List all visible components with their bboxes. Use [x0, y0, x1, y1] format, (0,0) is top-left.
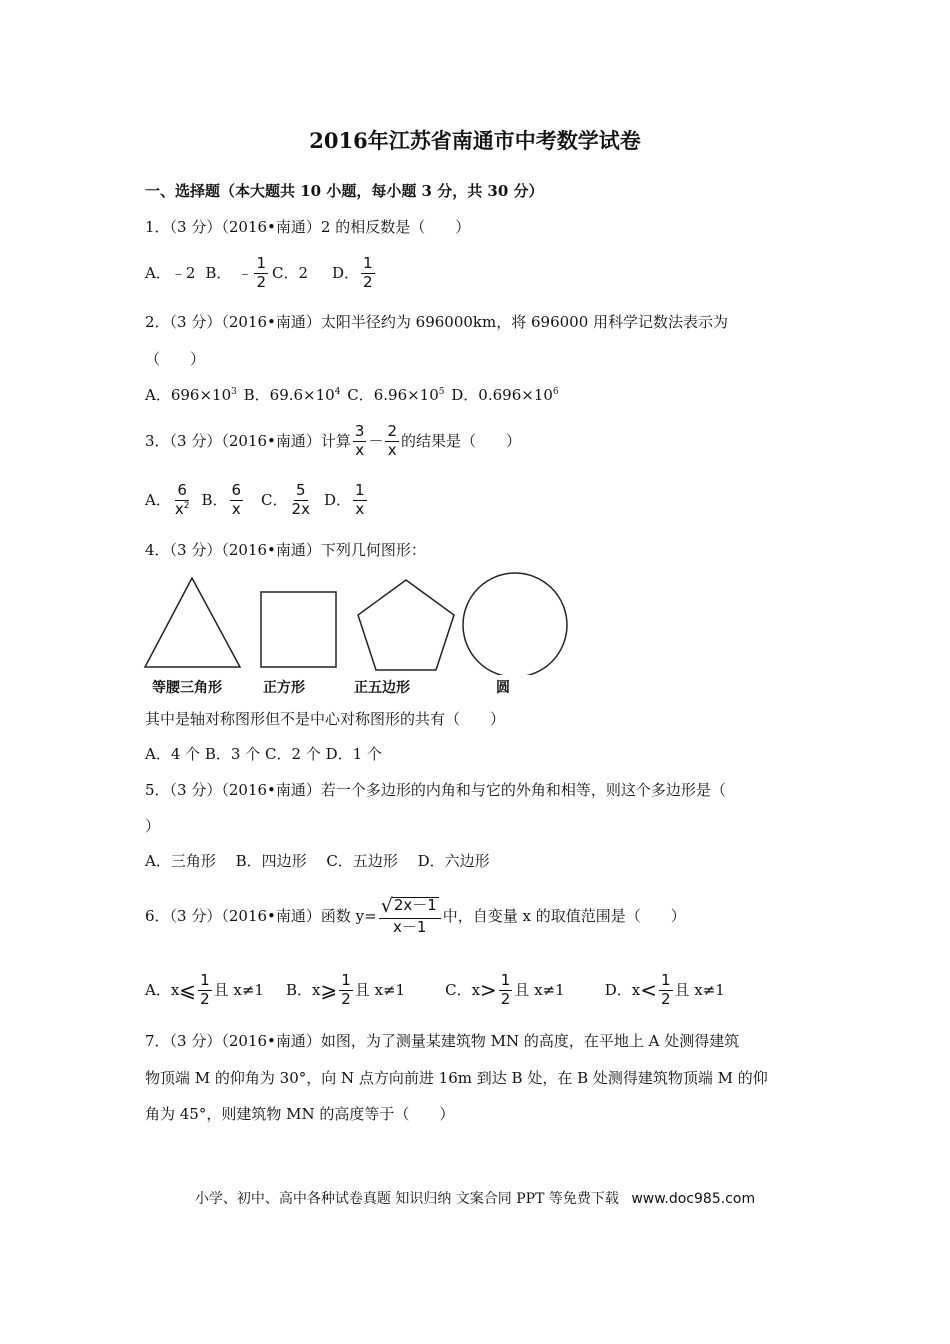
option-fraction: [499, 973, 513, 1008]
denominator: [173, 501, 192, 518]
q6-option-a: [145, 973, 264, 1008]
denominator: 2: [660, 989, 671, 1008]
numerator: 6: [177, 481, 187, 499]
shape-label-square: 正方形: [263, 680, 305, 696]
q1-options: [145, 256, 377, 291]
q6-stem-prefix: 6．（3 分）（2016•南通）函数 y=: [145, 906, 377, 925]
numerator: [379, 897, 441, 919]
q3-fraction-1: [353, 424, 367, 459]
q3-option-a-label: A．: [145, 490, 171, 509]
q3-option-c-label: C．: [261, 490, 288, 509]
sqrt-radicand: 2x－1: [393, 896, 437, 914]
sqrt-icon: √: [380, 895, 393, 917]
denominator: x: [355, 499, 365, 518]
q1-option-d-fraction: [361, 256, 375, 291]
q3-options: [145, 483, 369, 518]
denominator: x: [387, 440, 397, 459]
q6-option-d: [605, 973, 725, 1008]
q4-options: A．4 个 B．3 个 C．2 个 D．1 个: [145, 745, 382, 763]
q3-minus: －: [368, 431, 384, 450]
q5-options: A．三角形 B．四边形 C．五边形 D．六边形: [145, 852, 490, 870]
q1-option-d-label: D．: [332, 263, 360, 282]
q6-options: [145, 973, 725, 1008]
q2-option-d: D．0.696×10: [451, 386, 553, 404]
numerator: 1: [660, 971, 671, 989]
q1-option-c: C．2: [271, 263, 309, 282]
denominator: 2: [341, 989, 351, 1008]
q1-option-a: A．﹣2: [145, 263, 196, 282]
q3-option-a-fraction: [173, 483, 192, 518]
q2-option-d-exponent: 6: [552, 387, 559, 397]
denominator-exponent: 2: [183, 500, 190, 511]
sqrt-expression: [381, 897, 439, 917]
shape-label-triangle: 等腰三角形: [152, 680, 222, 696]
numerator: 2: [387, 422, 397, 440]
shape-label-pentagon: 正五边形: [354, 680, 410, 696]
circle-shape: [463, 573, 567, 675]
q2-options: [145, 388, 559, 403]
q3-option-d-fraction: [353, 483, 367, 518]
inequality-symbol: <: [640, 978, 657, 1003]
q1-option-b-fraction: [254, 256, 268, 291]
q3-option-d-label: D．: [323, 490, 351, 509]
option-label: B．x: [285, 980, 321, 999]
numerator: 1: [363, 254, 373, 272]
option-fraction: [659, 973, 673, 1008]
regular-pentagon-shape: [358, 580, 454, 670]
section-heading: 一、选择题（本大题共 10 小题，每小题 3 分，共 30 分）: [145, 182, 544, 200]
q2-paren: （ ）: [145, 350, 206, 368]
q4-question: 其中是轴对称图形但不是中心对称图形的共有（ ）: [145, 710, 506, 728]
numerator: 1: [500, 971, 511, 989]
q3-option-b-label: B．: [201, 490, 228, 509]
q6-option-b: [286, 973, 405, 1008]
q4-shapes-figure: [140, 570, 580, 675]
q2-option-c: C．6.96×10: [347, 386, 439, 404]
q1-option-b-sign: ﹣: [237, 263, 253, 282]
shape-label-circle: 圆: [496, 680, 510, 696]
q7-line-3: 角为 45°，则建筑物 MN 的高度等于（ ）: [145, 1105, 455, 1123]
page-footer: [0, 1192, 950, 1206]
numerator: 6: [231, 481, 242, 499]
option-label: D．x: [604, 980, 641, 999]
denominator-base: x: [174, 499, 184, 518]
option-tail: 且 x≠1: [354, 980, 406, 999]
q6-function-fraction: [379, 897, 441, 936]
q3-stem: [145, 424, 521, 459]
denominator: 2: [200, 989, 210, 1008]
q3-option-b-fraction: [230, 483, 244, 518]
denominator: 2x: [291, 499, 310, 518]
footer-website-link[interactable]: www.doc985.com: [631, 1191, 756, 1207]
denominator: x－1: [393, 917, 427, 936]
numerator: 1: [200, 971, 210, 989]
q6-stem: [145, 897, 686, 936]
numerator: 1: [341, 971, 351, 989]
denominator: 2: [256, 272, 266, 291]
q2-option-c-exponent: 5: [438, 387, 445, 397]
denominator: 2: [500, 989, 511, 1008]
q5-stem: 5．（3 分）（2016•南通）若一个多边形的内角和与它的外角和相等，则这个多边形是（: [145, 781, 726, 799]
q2-option-b: B．69.6×10: [243, 386, 335, 404]
option-label: C．x: [445, 980, 481, 999]
page-title: 2016年江苏省南通市中考数学试卷: [309, 128, 641, 153]
q3-fraction-2: [385, 424, 399, 459]
q2-option-a-exponent: 3: [231, 387, 237, 397]
q3-stem-suffix: 的结果是（ ）: [401, 431, 522, 450]
inequality-symbol: >: [480, 978, 497, 1003]
inequality-symbol: ⩾: [320, 978, 338, 1003]
q4-stem: 4．（3 分）（2016•南通）下列几何图形：: [145, 541, 426, 559]
q5-stem-continued: ）: [145, 817, 161, 835]
q7-line-2: 物顶端 M 的仰角为 30°，向 N 点方向前进 16m 到达 B 处，在 B 处测得建筑物顶端 M 的仰: [145, 1069, 768, 1087]
option-tail: 且 x≠1: [514, 980, 565, 999]
option-fraction: [198, 973, 212, 1008]
option-fraction: [339, 973, 353, 1008]
q2-option-a: A．696×10: [145, 386, 232, 404]
numerator: 1: [256, 254, 266, 272]
isosceles-triangle-shape: [145, 578, 240, 667]
q1-option-b-label: B．: [205, 263, 232, 282]
q3-stem-prefix: 3．（3 分）（2016•南通）计算: [145, 431, 351, 450]
q3-option-c-fraction: [290, 483, 312, 518]
footer-text: 小学、初中、高中各种试卷真题 知识归纳 文案合同 PPT 等免费下载: [194, 1191, 619, 1207]
denominator: x: [231, 499, 241, 518]
denominator: x: [355, 440, 365, 459]
square-shape: [261, 592, 336, 667]
numerator: 5: [295, 481, 306, 499]
option-label: A．x: [145, 980, 180, 999]
numerator: 3: [354, 422, 365, 440]
q6-option-c: [445, 973, 565, 1008]
q7-line-1: 7．（3 分）（2016•南通）如图，为了测量某建筑物 MN 的高度，在平地上 A 处测得建筑: [145, 1032, 740, 1050]
option-tail: 且 x≠1: [213, 980, 264, 999]
denominator: 2: [363, 272, 373, 291]
q6-stem-suffix: 中，自变量 x 的取值范围是（ ）: [442, 906, 686, 925]
inequality-symbol: ⩽: [179, 978, 197, 1003]
q2-option-b-exponent: 4: [334, 387, 341, 397]
q1-stem: 1．（3 分）（2016•南通）2 的相反数是（ ）: [145, 218, 471, 236]
q2-stem: 2．（3 分）（2016•南通）太阳半径约为 696000km，将 696000 用科学记数法表示为: [145, 313, 729, 331]
numerator: 1: [354, 481, 365, 499]
option-tail: 且 x≠1: [674, 980, 725, 999]
